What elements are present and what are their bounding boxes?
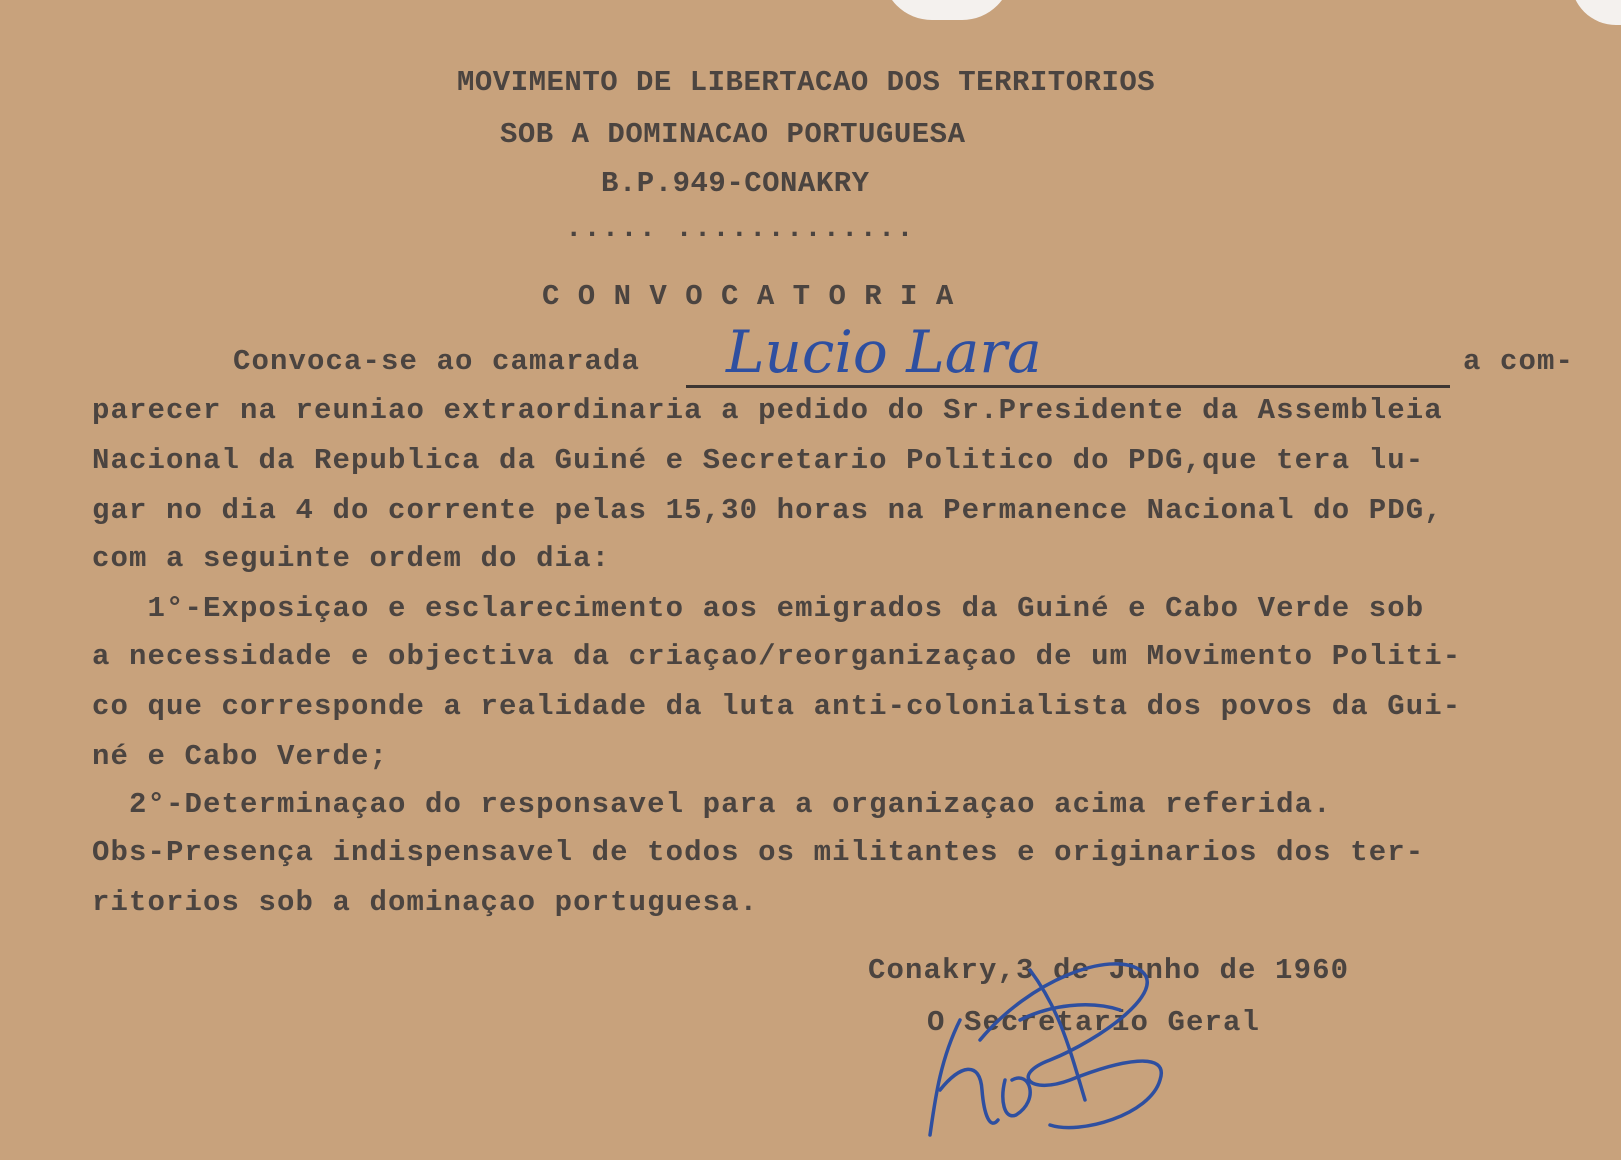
body-line: parecer na reuniao extraordinaria a pedido do Sr.Presidente da Assembleia [92, 394, 1443, 427]
body-line: com a seguinte ordem do dia: [92, 542, 611, 575]
paper-tear [882, 0, 1012, 20]
header-line-2: SOB A DOMINACAO PORTUGUESA [500, 118, 966, 151]
handwritten-name: Lucio Lara [726, 318, 1042, 386]
body-line: ritorios sob a dominaçao portuguesa. [92, 886, 759, 919]
convocation-suffix: a com- [1463, 345, 1575, 378]
signatory-title: O Secretario Geral [927, 1006, 1261, 1039]
agenda-item-1: 1°-Exposiçao e esclarecimento aos emigrados da Guiné e Cabo Verde sob [92, 592, 1425, 625]
agenda-item-2: 2°-Determinaçao do responsavel para a organizaçao acima referida. [92, 788, 1332, 821]
header-line-3: B.P.949-CONAKRY [601, 167, 870, 200]
paper-corner-tear [1571, 0, 1621, 25]
handwritten-signature [920, 930, 1220, 1150]
body-line: Nacional da Republica da Guiné e Secretario Politico do PDG,que tera lu- [92, 444, 1425, 477]
convocation-prefix: Convoca-se ao camarada [233, 345, 641, 378]
document-title: C O N V O C A T O R I A [542, 280, 954, 313]
body-line: gar no dia 4 do corrente pelas 15,30 horas na Permanence Nacional do PDG, [92, 494, 1443, 527]
body-line: a necessidade e objectiva da criaçao/reorganizaçao de um Movimento Politi- [92, 640, 1462, 673]
body-line: né e Cabo Verde; [92, 740, 389, 773]
header-line-1: MOVIMENTO DE LIBERTACAO DOS TERRITORIOS [457, 66, 1156, 99]
body-line: co que corresponde a realidade da luta anti-colonialista dos povos da Gui- [92, 690, 1462, 723]
header-dots: ..... ............. [565, 212, 915, 245]
place-date: Conakry,3 de Junho de 1960 [868, 954, 1350, 987]
observation-line: Obs-Presença indispensavel de todos os militantes e originarios dos ter- [92, 836, 1425, 869]
